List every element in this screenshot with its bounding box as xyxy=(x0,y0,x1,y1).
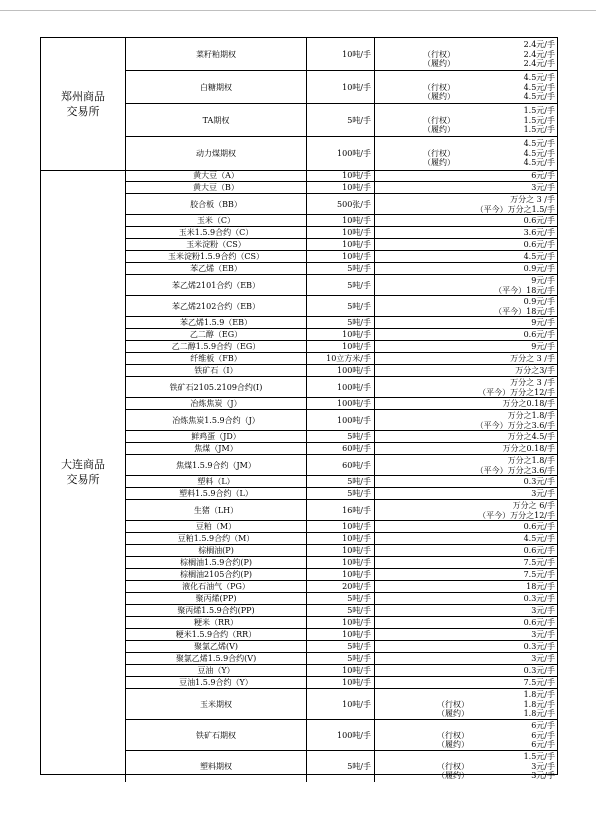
contract-unit: 10吨/手 xyxy=(307,629,375,640)
table-row xyxy=(126,137,557,170)
table-row xyxy=(126,239,557,251)
table-row xyxy=(126,569,557,581)
table-row xyxy=(126,377,557,398)
fee-cell xyxy=(375,689,557,719)
fee-value: 1.8元/手 xyxy=(523,699,555,709)
table-row xyxy=(126,71,557,104)
product-name: 苯乙烯1.5.9（EB） xyxy=(126,317,307,328)
product-name: 豆油（Y） xyxy=(126,665,307,676)
fee-type-tag: （行权） xyxy=(423,115,455,125)
table-row xyxy=(126,215,557,227)
fee-type-tag: （行权） xyxy=(423,49,455,59)
fee-value: （平今）万分之12/手 xyxy=(478,510,555,520)
fee-value: 0.6元/手 xyxy=(523,522,555,532)
fee-type-tag: （履约） xyxy=(423,59,455,69)
fee-value: 1.5元/手 xyxy=(523,115,555,125)
contract-unit: 5吨/手 xyxy=(307,476,375,487)
fee-cell xyxy=(375,263,557,274)
contract-unit: 10吨/手 xyxy=(307,557,375,568)
fee-value: 1.8元/手 xyxy=(523,709,555,719)
table-row xyxy=(126,251,557,263)
fee-value: 0.6元/手 xyxy=(523,330,555,340)
product-name: 焦煤1.5.9合约（JM） xyxy=(126,455,307,475)
table-row xyxy=(126,431,557,443)
contract-unit: 5吨/手 xyxy=(307,275,375,295)
contract-unit: 10吨/手 xyxy=(307,170,375,181)
fee-cell xyxy=(375,629,557,640)
product-name: 粳米（RR） xyxy=(126,617,307,628)
fee-cell xyxy=(375,617,557,628)
fee-value: 4.5元/手 xyxy=(523,148,555,158)
product-name: 鲜鸡蛋（JD） xyxy=(126,431,307,442)
fee-value: 万分之0.18/手 xyxy=(502,399,555,409)
fee-value: 3元/手 xyxy=(531,489,555,499)
fee-value: 1.8元/手 xyxy=(523,690,555,700)
product-name: 乙二醇（EG） xyxy=(126,329,307,340)
fee-cell xyxy=(375,215,557,226)
fee-value: 万分之 3 /手 xyxy=(510,194,555,204)
contract-unit: 10吨/手 xyxy=(307,71,375,103)
fee-value: 万分之1.8/手 xyxy=(507,410,555,420)
table-row xyxy=(126,38,557,71)
contract-unit: 100吨/手 xyxy=(307,410,375,430)
contract-unit: 5吨/手 xyxy=(307,641,375,652)
fee-value: 4.5元/手 xyxy=(523,82,555,92)
contract-unit: 5吨/手 xyxy=(307,488,375,499)
zhengzhou-rows xyxy=(125,38,557,170)
contract-unit: 100吨/手 xyxy=(307,720,375,750)
product-name: 聚氯乙烯(V) xyxy=(126,641,307,652)
product-name: 聚氯乙烯1.5.9合约(V) xyxy=(126,653,307,664)
product-name: 苯乙烯（EB） xyxy=(126,263,307,274)
contract-unit: 5吨/手 xyxy=(307,317,375,328)
fee-cell xyxy=(375,71,557,103)
dalian-section xyxy=(40,170,558,781)
table-row xyxy=(126,182,557,194)
table-row xyxy=(126,689,557,720)
contract-unit: 16吨/手 xyxy=(307,500,375,520)
fee-cell xyxy=(375,239,557,250)
contract-unit: 10吨/手 xyxy=(307,182,375,193)
fee-value: 9元/手 xyxy=(531,318,555,328)
fee-cell xyxy=(375,251,557,262)
product-name: 豆粕1.5.9合约（M） xyxy=(126,533,307,544)
page-top-bar xyxy=(0,0,596,11)
table-row xyxy=(126,533,557,545)
fee-value: （平今）万分之3.6/手 xyxy=(475,465,555,475)
product-name: 菜籽粕期权 xyxy=(126,38,307,70)
product-name: 铁矿石2105.2109合约(I) xyxy=(126,377,307,397)
fee-value: （平今）万分之1.5/手 xyxy=(475,204,555,214)
fee-type-tag: （履约） xyxy=(423,125,455,135)
product-name: 玉米淀粉1.5.9合约（CS） xyxy=(126,251,307,262)
fee-cell xyxy=(375,275,557,295)
fee-value: 7.5元/手 xyxy=(523,558,555,568)
fee-value: 6元/手 xyxy=(531,740,555,750)
fee-value: 0.6元/手 xyxy=(523,240,555,250)
fee-cell xyxy=(375,353,557,364)
table-row xyxy=(126,194,557,215)
fee-cell xyxy=(375,476,557,487)
product-name: 液化石油气（PG） xyxy=(126,581,307,592)
fee-value: 6元/手 xyxy=(531,721,555,731)
table-row xyxy=(126,455,557,476)
fee-cell xyxy=(375,341,557,352)
table-row xyxy=(126,398,557,410)
fee-type-tag: （行权） xyxy=(437,730,469,740)
table-row xyxy=(126,653,557,665)
fee-value: 2.4元/手 xyxy=(523,49,555,59)
fee-value: 3元/手 xyxy=(531,654,555,664)
fee-value: 0.3元/手 xyxy=(523,594,555,604)
contract-unit: 10立方米/手 xyxy=(307,353,375,364)
product-name: 黄大豆（B） xyxy=(126,182,307,193)
contract-unit: 10吨/手 xyxy=(307,569,375,580)
table-row xyxy=(126,617,557,629)
table-row xyxy=(126,545,557,557)
table-row xyxy=(126,410,557,431)
product-name: 苯乙烯2101合约（EB） xyxy=(126,275,307,295)
product-name: 棕榈油2105合约(P) xyxy=(126,569,307,580)
table-row xyxy=(126,353,557,365)
fee-value: 3元/手 xyxy=(531,771,555,781)
table-row xyxy=(126,605,557,617)
contract-unit: 20吨/手 xyxy=(307,581,375,592)
fee-value: 1.5元/手 xyxy=(523,752,555,762)
product-name: 玉米期权 xyxy=(126,689,307,719)
contract-unit: 10吨/手 xyxy=(307,251,375,262)
table-row xyxy=(126,275,557,296)
contract-unit: 5吨/手 xyxy=(307,263,375,274)
fee-cell xyxy=(375,194,557,214)
exchange-name: 郑州商品 交易所 xyxy=(61,90,105,118)
product-name: 纤维板（FB） xyxy=(126,353,307,364)
fee-value: 3元/手 xyxy=(531,183,555,193)
fee-value: 0.3元/手 xyxy=(523,642,555,652)
contract-unit: 100吨/手 xyxy=(307,398,375,409)
fee-cell xyxy=(375,182,557,193)
fee-cell xyxy=(375,521,557,532)
fee-value: （平今）万分之3.6/手 xyxy=(475,420,555,430)
fee-type-tag: （履约） xyxy=(437,771,469,781)
product-name: 塑料（L） xyxy=(126,476,307,487)
fee-value: 0.6元/手 xyxy=(523,546,555,556)
fee-value: 6元/手 xyxy=(531,171,555,181)
product-name: 聚丙烯1.5.9合约(PP) xyxy=(126,605,307,616)
fee-value: 万分之 3 /手 xyxy=(510,354,555,364)
fee-type-tag: （行权） xyxy=(437,699,469,709)
fee-type-tag: （行权） xyxy=(423,82,455,92)
contract-unit: 100吨/手 xyxy=(307,365,375,376)
fee-cell xyxy=(375,431,557,442)
fee-cell xyxy=(375,443,557,454)
contract-unit: 10吨/手 xyxy=(307,329,375,340)
product-name: 粳米1.5.9合约（RR） xyxy=(126,629,307,640)
contract-unit: 5吨/手 xyxy=(307,296,375,316)
fee-cell xyxy=(375,488,557,499)
contract-unit: 10吨/手 xyxy=(307,545,375,556)
fee-value: 万分之4.5/手 xyxy=(507,432,555,442)
fee-type-tag: （履约） xyxy=(437,740,469,750)
fee-value: 6元/手 xyxy=(531,730,555,740)
fee-cell xyxy=(375,137,557,170)
fee-cell xyxy=(375,104,557,136)
fee-type-tag: （履约） xyxy=(423,92,455,102)
fee-cell xyxy=(375,170,557,181)
fee-cell xyxy=(375,569,557,580)
contract-unit: 10吨/手 xyxy=(307,239,375,250)
table-row xyxy=(126,365,557,377)
fee-cell xyxy=(375,545,557,556)
contract-unit: 10吨/手 xyxy=(307,215,375,226)
contract-unit: 60吨/手 xyxy=(307,455,375,475)
product-name: 玉米淀粉（CS） xyxy=(126,239,307,250)
contract-unit: 10吨/手 xyxy=(307,665,375,676)
fee-type-tag: （履约） xyxy=(423,158,455,168)
fee-cell xyxy=(375,227,557,238)
fee-cell xyxy=(375,653,557,664)
product-name: 乙二醇1.5.9合约（EG） xyxy=(126,341,307,352)
table-row xyxy=(126,629,557,641)
fee-value: 3元/手 xyxy=(531,606,555,616)
product-name: 动力煤期权 xyxy=(126,137,307,170)
fee-value: 4.5元/手 xyxy=(523,92,555,102)
dalian-rows xyxy=(125,170,557,782)
product-name: 苯乙烯2102合约（EB） xyxy=(126,296,307,316)
table-row xyxy=(126,720,557,751)
fee-value: 0.3元/手 xyxy=(523,666,555,676)
product-name: 冶炼焦炭1.5.9合约（J） xyxy=(126,410,307,430)
fee-value: 4.5元/手 xyxy=(523,252,555,262)
contract-unit: 10吨/手 xyxy=(307,533,375,544)
fee-value: 4.5元/手 xyxy=(523,534,555,544)
fee-value: （平今）18元/手 xyxy=(494,306,555,316)
fee-value: 1.5元/手 xyxy=(523,125,555,135)
fee-value: 1.5元/手 xyxy=(523,106,555,116)
fee-type-tag: （履约） xyxy=(437,709,469,719)
table-row xyxy=(126,521,557,533)
table-row xyxy=(126,104,557,137)
product-name: 生猪（LH） xyxy=(126,500,307,520)
contract-unit: 10吨/手 xyxy=(307,341,375,352)
product-name: 胶合板（BB） xyxy=(126,194,307,214)
product-name: 聚丙烯(PP) xyxy=(126,593,307,604)
exchange-label-zhengzhou xyxy=(41,38,125,170)
fee-value: 3元/手 xyxy=(531,761,555,771)
fee-value: 0.6元/手 xyxy=(523,618,555,628)
table-row xyxy=(126,488,557,500)
table-row xyxy=(126,296,557,317)
contract-unit: 5吨/手 xyxy=(307,605,375,616)
contract-unit: 5吨/手 xyxy=(307,104,375,136)
fee-cell xyxy=(375,557,557,568)
zhengzhou-section xyxy=(40,37,558,171)
product-name: 棕榈油1.5.9合约(P) xyxy=(126,557,307,568)
contract-unit: 10吨/手 xyxy=(307,689,375,719)
fee-cell xyxy=(375,38,557,70)
fee-cell xyxy=(375,455,557,475)
product-name: 玉米1.5.9合约（C） xyxy=(126,227,307,238)
fee-cell xyxy=(375,677,557,688)
contract-unit: 5吨/手 xyxy=(307,431,375,442)
table-row xyxy=(126,593,557,605)
fee-cell xyxy=(375,317,557,328)
table-row xyxy=(126,263,557,275)
fee-value: 万分之1.8/手 xyxy=(507,455,555,465)
contract-unit: 10吨/手 xyxy=(307,677,375,688)
table-row xyxy=(126,329,557,341)
product-name: 玉米（C） xyxy=(126,215,307,226)
contract-unit: 60吨/手 xyxy=(307,443,375,454)
exchange-label-dalian xyxy=(41,170,125,774)
contract-unit: 10吨/手 xyxy=(307,617,375,628)
table-row xyxy=(126,677,557,689)
table-row xyxy=(126,317,557,329)
product-name: 豆粕（M） xyxy=(126,521,307,532)
fee-value: 3元/手 xyxy=(531,630,555,640)
table-row xyxy=(126,476,557,488)
fee-value: 9元/手 xyxy=(531,275,555,285)
fee-cell xyxy=(375,296,557,316)
fee-type-tag: （行权） xyxy=(423,148,455,158)
product-name: 白糖期权 xyxy=(126,71,307,103)
fee-value: 0.9元/手 xyxy=(523,296,555,306)
fee-cell xyxy=(375,593,557,604)
fee-value: 0.9元/手 xyxy=(523,264,555,274)
fee-cell xyxy=(375,665,557,676)
table-row xyxy=(126,341,557,353)
table-row xyxy=(126,443,557,455)
fee-type-tag: （行权） xyxy=(437,761,469,771)
fee-value: 7.5元/手 xyxy=(523,678,555,688)
contract-unit: 100吨/手 xyxy=(307,377,375,397)
fee-value: 18元/手 xyxy=(526,582,555,592)
contract-unit: 5吨/手 xyxy=(307,653,375,664)
table-row xyxy=(126,227,557,239)
fee-cell xyxy=(375,500,557,520)
contract-unit: 5吨/手 xyxy=(307,593,375,604)
product-name: 冶炼焦炭（J） xyxy=(126,398,307,409)
table-row xyxy=(126,581,557,593)
table-row xyxy=(126,557,557,569)
fee-cell xyxy=(375,720,557,750)
contract-unit: 10吨/手 xyxy=(307,521,375,532)
contract-unit: 100吨/手 xyxy=(307,137,375,170)
contract-unit: 5吨/手 xyxy=(307,751,375,782)
fee-value: 万分之 6/手 xyxy=(512,500,555,510)
table-row xyxy=(126,170,557,182)
product-name: TA期权 xyxy=(126,104,307,136)
fee-value: 万分之 3 /手 xyxy=(510,377,555,387)
product-name: 棕榈油(P) xyxy=(126,545,307,556)
fee-value: 3.6元/手 xyxy=(523,228,555,238)
product-name: 铁矿石期权 xyxy=(126,720,307,750)
fee-cell xyxy=(375,398,557,409)
exchange-name: 大连商品 交易所 xyxy=(61,458,105,486)
product-name: 铁矿石（I） xyxy=(126,365,307,376)
contract-unit: 10吨/手 xyxy=(307,38,375,70)
fee-value: 2.4元/手 xyxy=(523,40,555,50)
fee-cell xyxy=(375,410,557,430)
fee-cell xyxy=(375,533,557,544)
contract-unit: 10吨/手 xyxy=(307,227,375,238)
contract-unit: 500张/手 xyxy=(307,194,375,214)
fee-value: 万分之0.18/手 xyxy=(502,444,555,454)
fee-cell xyxy=(375,641,557,652)
fee-cell xyxy=(375,377,557,397)
fee-value: 0.6元/手 xyxy=(523,216,555,226)
fee-value: 4.5元/手 xyxy=(523,158,555,168)
fee-value: （平今）18元/手 xyxy=(494,285,555,295)
fee-value: 4.5元/手 xyxy=(523,73,555,83)
product-name: 焦煤（JM） xyxy=(126,443,307,454)
fee-cell xyxy=(375,329,557,340)
fee-value: （平今）万分之12/手 xyxy=(478,387,555,397)
fee-value: 7.5元/手 xyxy=(523,570,555,580)
table-row xyxy=(126,665,557,677)
product-name: 塑料期权 xyxy=(126,751,307,782)
fee-value: 9元/手 xyxy=(531,342,555,352)
fee-cell xyxy=(375,581,557,592)
product-name: 黄大豆（A） xyxy=(126,170,307,181)
product-name: 豆油1.5.9合约（Y） xyxy=(126,677,307,688)
fee-value: 4.5元/手 xyxy=(523,139,555,149)
fee-cell xyxy=(375,605,557,616)
fee-cell xyxy=(375,365,557,376)
fee-value: 万分之3/手 xyxy=(515,366,555,376)
product-name: 塑料1.5.9合约（L） xyxy=(126,488,307,499)
fee-value: 0.3元/手 xyxy=(523,477,555,487)
table-row xyxy=(126,751,557,782)
fee-value: 2.4元/手 xyxy=(523,59,555,69)
table-row xyxy=(126,641,557,653)
table-row xyxy=(126,500,557,521)
fee-cell xyxy=(375,751,557,782)
